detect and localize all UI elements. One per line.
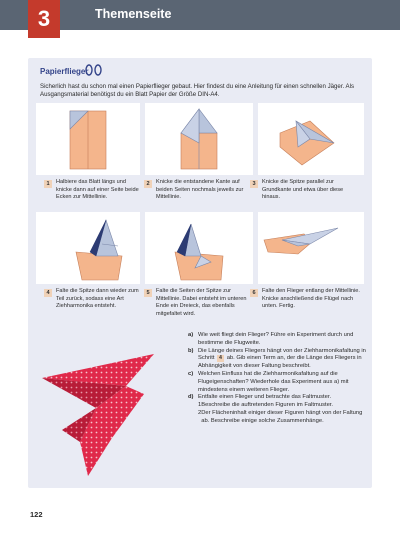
- task-list: [188, 332, 366, 426]
- step-text: Falte die Seiten der Spitze zur Mittellinie. Dabei entsteht im unteren Ende ein Dreieck, das ebenfalls mitgefaltet wird.: [156, 288, 247, 317]
- subtask-d1: [188, 402, 366, 410]
- task-label: b): [188, 347, 194, 354]
- task-b: [188, 348, 366, 371]
- footprints-icon: [83, 64, 105, 78]
- task-label: d): [188, 394, 194, 401]
- step-3-figure: [258, 103, 364, 175]
- step-reference: 4: [217, 355, 224, 362]
- page-number: 122: [30, 510, 43, 519]
- subtask-d2: [188, 410, 366, 426]
- step-number: 4: [44, 289, 52, 297]
- paper-plane-photo: [34, 330, 184, 480]
- step-number: 2: [144, 180, 152, 188]
- intro-text: Sicherlich hast du schon mal einen Papierflieger gebaut. Hier findest du eine Anleitung für einen schnellen Jäger. Als Ausgangsmaterial benötigst du ein Blatt Papier der Größe DIN-A4.: [40, 83, 355, 99]
- step-2-figure: [145, 103, 253, 175]
- section-title: Themenseite: [95, 7, 172, 21]
- card-title: Papierflieger: [40, 67, 89, 76]
- chapter-number-badge: 3: [28, 0, 60, 38]
- task-text: Welchen Einfluss hat die Ziehharmonikafaltung auf die Flugeigenschaften? Wiederhole das Experiment aus a) mit mindestens einem weiteren Flieger.: [198, 370, 349, 393]
- step-1-figure: [36, 103, 140, 175]
- step-text: Falte den Flieger entlang der Mittellinie. Knicke anschließend die Flügel nach unten. Fertig.: [262, 288, 360, 310]
- task-text: Wie weit fliegt dein Flieger? Führe ein Experiment durch und bestimme die Flugweite.: [198, 332, 354, 346]
- subtask-label: 1: [198, 402, 202, 409]
- step-number: 6: [250, 289, 258, 297]
- task-label: c): [188, 370, 194, 377]
- step-number: 3: [250, 180, 258, 188]
- task-label: a): [188, 332, 194, 338]
- step-5-figure: [145, 212, 253, 284]
- task-text: Die Länge deines Fliegers hängt von der Ziehharmonikafaltung in Schritt: [198, 347, 366, 362]
- step-text: Knicke die Spitze parallel zur Grundkante und etwa über diese hinaus.: [262, 179, 344, 201]
- task-text: Entfalte einen Flieger und betrachte das Faltmuster.: [198, 394, 332, 401]
- task-d: [188, 394, 366, 402]
- step-text: Halbiere das Blatt längs und knicke dann auf einer Seite beide Ecken zur Mittellinie.: [56, 179, 139, 201]
- step-number: 1: [44, 180, 52, 188]
- subtask-label: 2: [198, 409, 202, 416]
- step-number: 5: [144, 289, 152, 297]
- step-text: Knicke die entstandene Kante auf beiden Seiten nochmals jeweils zur Mittellinie.: [156, 179, 244, 201]
- task-text: ab. Gib einen Term an, der die Länge des Fliegers in Abhängigkeit von dieser Faltung beschreibt.: [198, 355, 362, 370]
- subtask-text: Beschreibe die auftretenden Figuren im Faltmuster.: [201, 402, 334, 409]
- task-c: [188, 371, 366, 394]
- step-6-figure: [258, 212, 364, 284]
- page-header: [0, 0, 400, 30]
- step-text: Falte die Spitze dann wieder zum Teil zurück, sodass eine Art Ziehharmonika entsteht.: [56, 288, 139, 310]
- step-4-figure: [36, 212, 140, 284]
- task-a: [188, 332, 366, 348]
- subtask-text: Der Flächeninhalt einiger dieser Figuren hängt von der Faltung ab. Beschreibe einige solche Zusammenhänge.: [201, 409, 363, 424]
